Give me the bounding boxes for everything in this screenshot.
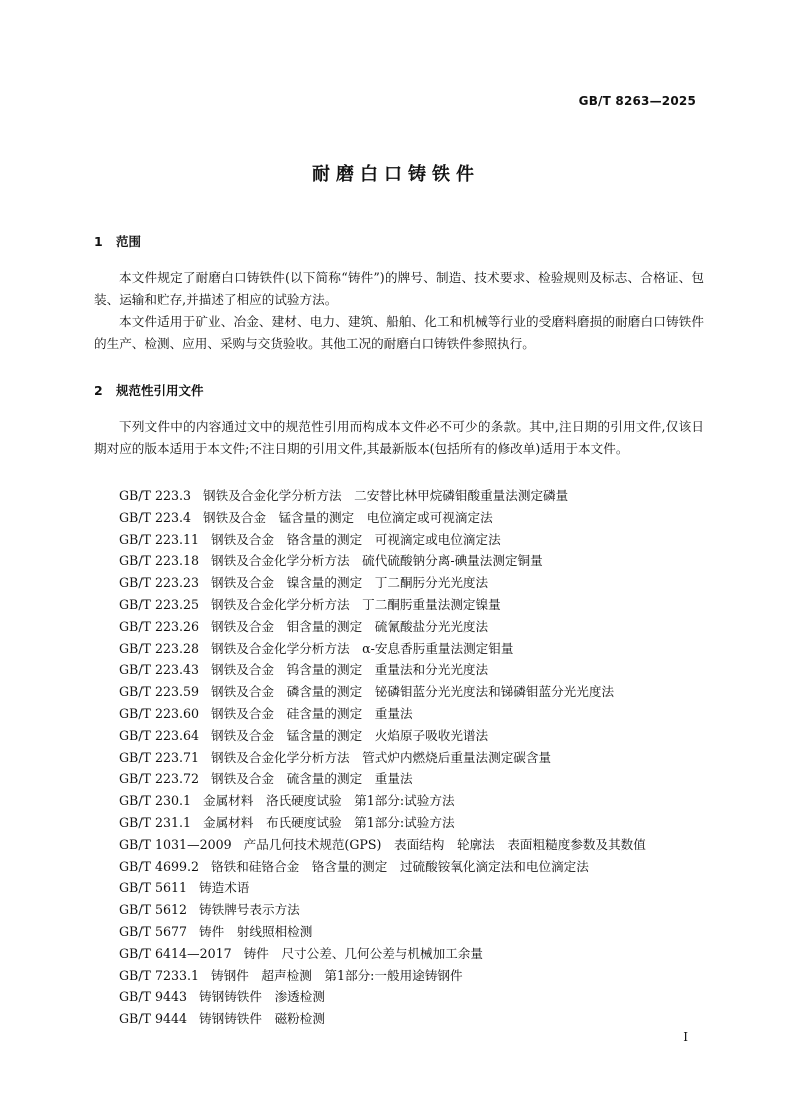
reference-item <box>119 943 646 965</box>
reference-title: 金属材料 布氏硬度试验 第1部分:试验方法 <box>203 814 455 830</box>
reference-code: GB/T 9444 <box>119 1011 188 1027</box>
reference-title: 钢铁及合金化学分析方法 硫代硫酸钠分离-碘量法测定铜量 <box>211 553 543 569</box>
reference-title: 钢铁及合金化学分析方法 二安替比林甲烷磷钼酸重量法测定磷量 <box>203 488 569 503</box>
reference-title: 铸造术语 <box>199 880 250 896</box>
reference-code: GB/T 5611 <box>119 880 188 896</box>
reference-item <box>119 725 646 747</box>
reference-title: 钢铁及合金化学分析方法 管式炉内燃烧后重量法测定碳含量 <box>211 749 552 765</box>
reference-item <box>119 986 646 1008</box>
reference-code: GB/T 223.4 <box>119 509 192 525</box>
reference-code: GB/T 231.1 <box>119 814 192 830</box>
section-title: 规范性引用文件 <box>116 383 204 398</box>
reference-title: 钢铁及合金 铬含量的测定 可视滴定或电位滴定法 <box>211 531 501 547</box>
reference-title: 钢铁及合金化学分析方法 丁二酮肟重量法测定镍量 <box>211 596 501 612</box>
reference-title: 钢铁及合金化学分析方法 α-安息香肟重量法测定钼量 <box>211 640 514 656</box>
reference-code: GB/T 223.23 <box>119 575 200 591</box>
reference-title: 铬铁和硅铬合金 铬含量的测定 过硫酸铵氧化滴定法和电位滴定法 <box>211 858 589 874</box>
reference-title: 铸件 射线照相检测 <box>199 923 313 939</box>
reference-title: 钢铁及合金 磷含量的测定 铋磷钼蓝分光光度法和锑磷钼蓝分光光度法 <box>211 684 615 700</box>
reference-item <box>119 681 646 703</box>
reference-item <box>119 659 646 681</box>
reference-code: GB/T 223.72 <box>119 771 200 787</box>
reference-code: GB/T 223.11 <box>119 531 200 547</box>
standard-code: GB/T 8263—2025 <box>578 94 696 108</box>
section-number: 1 <box>94 234 103 249</box>
reference-item <box>119 790 646 812</box>
reference-title: 钢铁及合金 钼含量的测定 硫氰酸盐分光光度法 <box>211 618 489 634</box>
reference-code: GB/T 223.60 <box>119 705 200 721</box>
reference-title: 金属材料 洛氏硬度试验 第1部分:试验方法 <box>203 793 455 809</box>
reference-item <box>119 1008 646 1030</box>
reference-title: 钢铁及合金 硅含量的测定 重量法 <box>211 705 413 721</box>
reference-item <box>119 899 646 921</box>
reference-code: GB/T 223.71 <box>119 749 200 765</box>
reference-code: GB/T 223.59 <box>119 684 200 700</box>
section-title: 范围 <box>116 234 142 249</box>
reference-code: GB/T 223.26 <box>119 618 200 634</box>
reference-item <box>119 921 646 943</box>
reference-code: GB/T 5612 <box>119 902 188 918</box>
reference-item <box>119 529 646 551</box>
reference-item <box>119 877 646 899</box>
scope-paragraph-2: 本文件适用于矿业、冶金、建材、电力、建筑、船舶、化工和机械等行业的受磨料磨损的耐磨白口铸铁件的生产、检测、应用、采购与交货验收。其他工况的耐磨白口铸铁件参照执行。 <box>94 314 704 351</box>
reference-item <box>119 616 646 638</box>
reference-code: GB/T 223.64 <box>119 727 200 743</box>
reference-title: 铸件 尺寸公差、几何公差与机械加工余量 <box>243 945 483 961</box>
reference-item <box>119 703 646 725</box>
reference-code: GB/T 7233.1 <box>119 967 200 983</box>
reference-item <box>119 550 646 572</box>
reference-code: GB/T 223.25 <box>119 596 200 612</box>
scope-paragraph-1: 本文件规定了耐磨白口铸铁件(以下简称“铸件”)的牌号、制造、技术要求、检验规则及标志、合格证、包装、运输和贮存,并描述了相应的试验方法。 <box>94 270 704 307</box>
reference-title: 铸钢铸铁件 磁粉检测 <box>199 1011 325 1027</box>
reference-code: GB/T 1031—2009 <box>119 836 232 852</box>
reference-title: 钢铁及合金 锰含量的测定 火焰原子吸收光谱法 <box>211 727 489 743</box>
reference-title: 钢铁及合金 钨含量的测定 重量法和分光光度法 <box>211 662 489 678</box>
reference-code: GB/T 5677 <box>119 923 188 939</box>
reference-item <box>119 856 646 878</box>
reference-title: 铸钢铸铁件 渗透检测 <box>199 989 325 1005</box>
reference-item <box>119 638 646 660</box>
reference-title: 产品几何技术规范(GPS) 表面结构 轮廓法 表面粗糙度参数及其数值 <box>243 836 646 852</box>
reference-code: GB/T 223.43 <box>119 662 200 678</box>
reference-item <box>119 485 646 507</box>
reference-item <box>119 572 646 594</box>
reference-title: 铸钢件 超声检测 第1部分:一般用途铸钢件 <box>211 967 463 983</box>
reference-item <box>119 747 646 769</box>
reference-item <box>119 965 646 987</box>
section-number: 2 <box>94 383 103 398</box>
reference-item <box>119 507 646 529</box>
reference-code: GB/T 4699.2 <box>119 858 200 874</box>
reference-title: 钢铁及合金 硫含量的测定 重量法 <box>211 771 413 787</box>
reference-code: GB/T 223.3 <box>119 488 192 503</box>
reference-code: GB/T 223.18 <box>119 553 200 569</box>
reference-code: GB/T 9443 <box>119 989 188 1005</box>
reference-list <box>119 485 646 1030</box>
reference-item <box>119 594 646 616</box>
reference-code: GB/T 6414—2017 <box>119 945 232 961</box>
reference-title: 钢铁及合金 镍含量的测定 丁二酮肟分光光度法 <box>211 575 489 591</box>
section-heading-scope <box>94 232 141 250</box>
document-title: 耐磨白口铸铁件 <box>312 164 480 185</box>
page-number: I <box>683 1030 688 1044</box>
reference-item <box>119 812 646 834</box>
reference-title: 钢铁及合金 锰含量的测定 电位滴定或可视滴定法 <box>203 509 493 525</box>
reference-code: GB/T 223.28 <box>119 640 200 656</box>
reference-code: GB/T 230.1 <box>119 793 192 809</box>
reference-item <box>119 768 646 790</box>
section-heading-normative-references <box>94 381 204 399</box>
reference-item <box>119 834 646 856</box>
reference-title: 铸铁牌号表示方法 <box>199 902 300 918</box>
normative-intro-paragraph: 下列文件中的内容通过文中的规范性引用而构成本文件必不可少的条款。其中,注日期的引用文件,仅该日期对应的版本适用于本文件;不注日期的引用文件,其最新版本(包括所有的修改单)适用于本文件。 <box>94 419 704 456</box>
